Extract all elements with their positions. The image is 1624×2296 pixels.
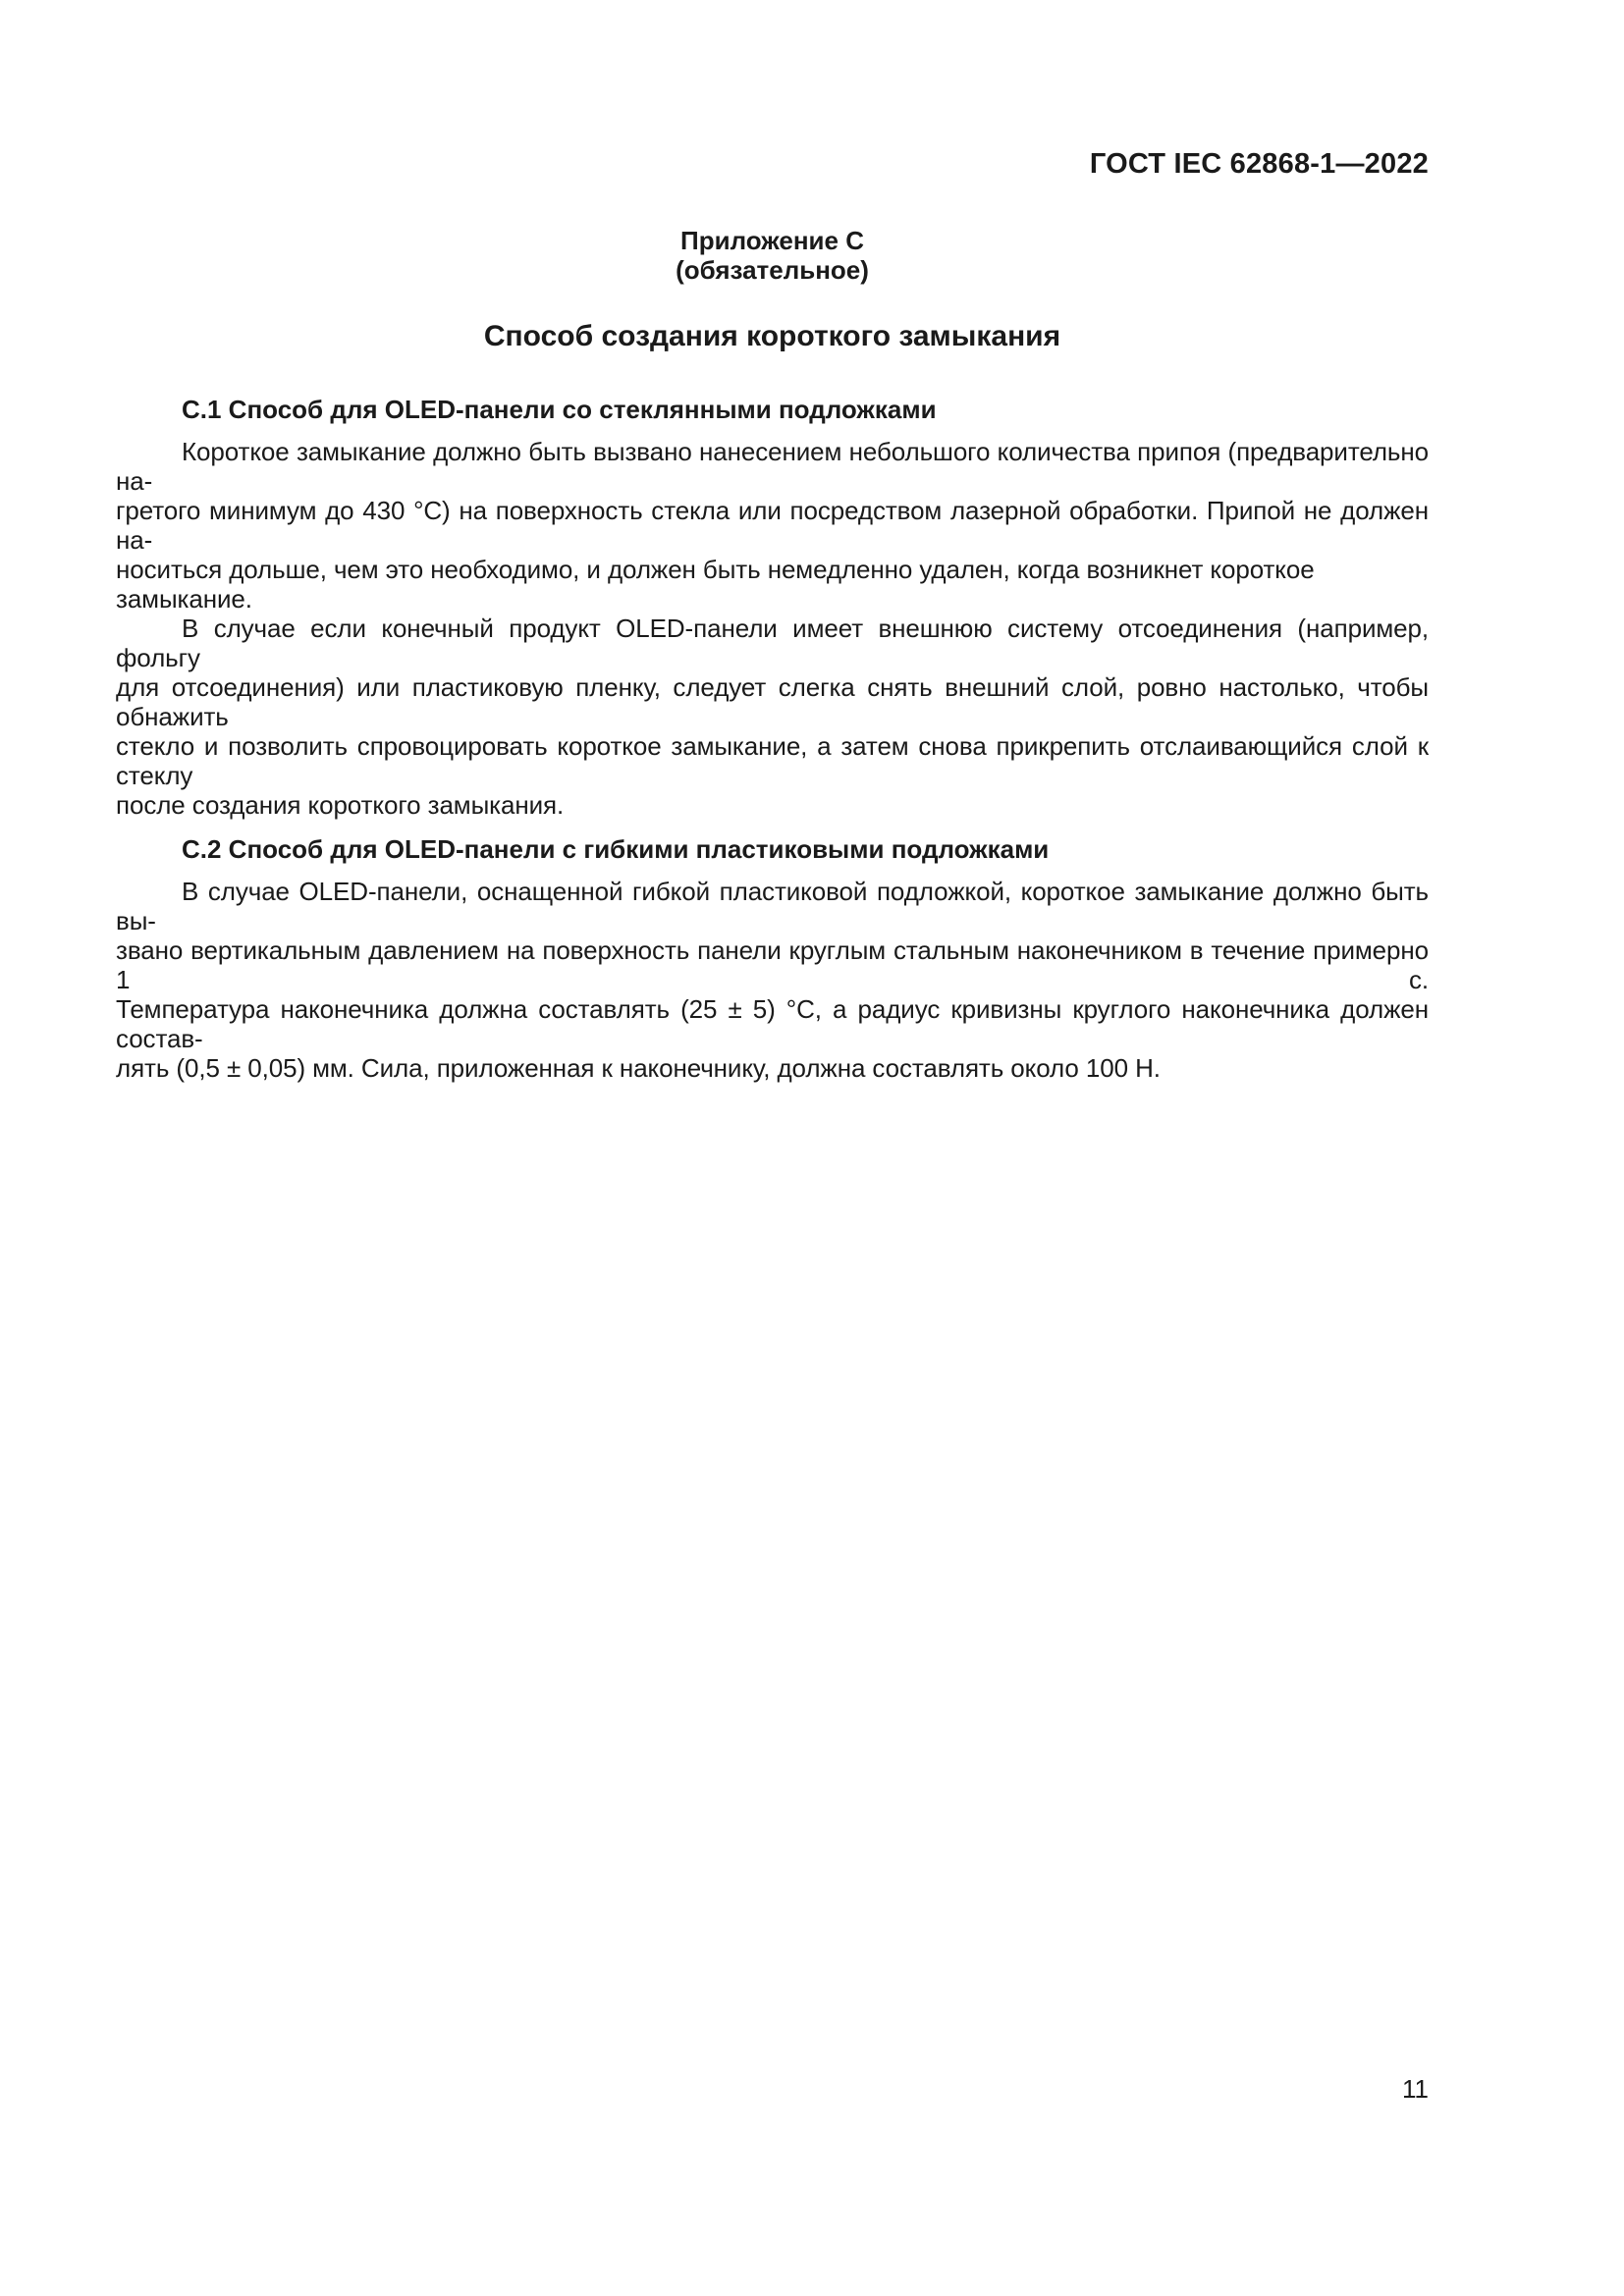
page-number: 11 <box>1402 2074 1429 2104</box>
text-line: стекло и позволить спровоцировать короткое замыкание, а затем снова прикрепить отслаивающийся слой к стеклу <box>116 731 1429 790</box>
text-line: после создания короткого замыкания. <box>116 790 565 820</box>
text-line: лять (0,5 ± 0,05) мм. Сила, приложенная к наконечнику, должна составлять около 100 Н. <box>116 1053 1161 1083</box>
text-line: Короткое замыкание должно быть вызвано нанесением небольшого количества припоя (предварительно на- <box>116 437 1429 496</box>
text-line: В случае если конечный продукт OLED-панели имеет внешнюю систему отсоединения (например, фольгу <box>116 614 1429 672</box>
text-line: носиться дольше, чем это необходимо, и должен быть немедленно удален, когда возникнет короткое замыкание. <box>116 555 1315 614</box>
paragraph-c1-1 <box>116 437 1429 614</box>
paragraph-c2-1 <box>116 877 1429 1083</box>
text-line: Температура наконечника должна составлять (25 ± 5) °С, а радиус кривизны круглого наконечника должен состав- <box>116 994 1429 1053</box>
annex-title: Способ создания короткого замыкания <box>483 320 1061 352</box>
section-heading-c1: С.1 Способ для OLED-панели со стеклянными подложками <box>182 395 937 424</box>
text-line: для отсоединения) или пластиковую пленку, следует слегка снять внешний слой, ровно настолько, чтобы обнажить <box>116 672 1429 731</box>
text-line: звано вертикальным давлением на поверхность панели круглым стальным наконечником в течение примерно 1 с. <box>116 935 1429 994</box>
text-line: В случае OLED-панели, оснащенной гибкой пластиковой подложкой, короткое замыкание должно быть вы- <box>116 877 1429 935</box>
annex-obligation: (обязательное) <box>676 255 869 285</box>
text-line: гретого минимум до 430 °С) на поверхность стекла или посредством лазерной обработки. Припой не должен на- <box>116 496 1429 555</box>
annex-label: Приложение С <box>680 226 864 255</box>
section-heading-c2: С.2 Способ для OLED-панели с гибкими пластиковыми подложками <box>182 834 1050 864</box>
running-header-standard-ref: ГОСТ IEC 62868-1—2022 <box>1089 148 1429 180</box>
document-body <box>116 226 1429 1083</box>
paragraph-c1-2 <box>116 614 1429 820</box>
